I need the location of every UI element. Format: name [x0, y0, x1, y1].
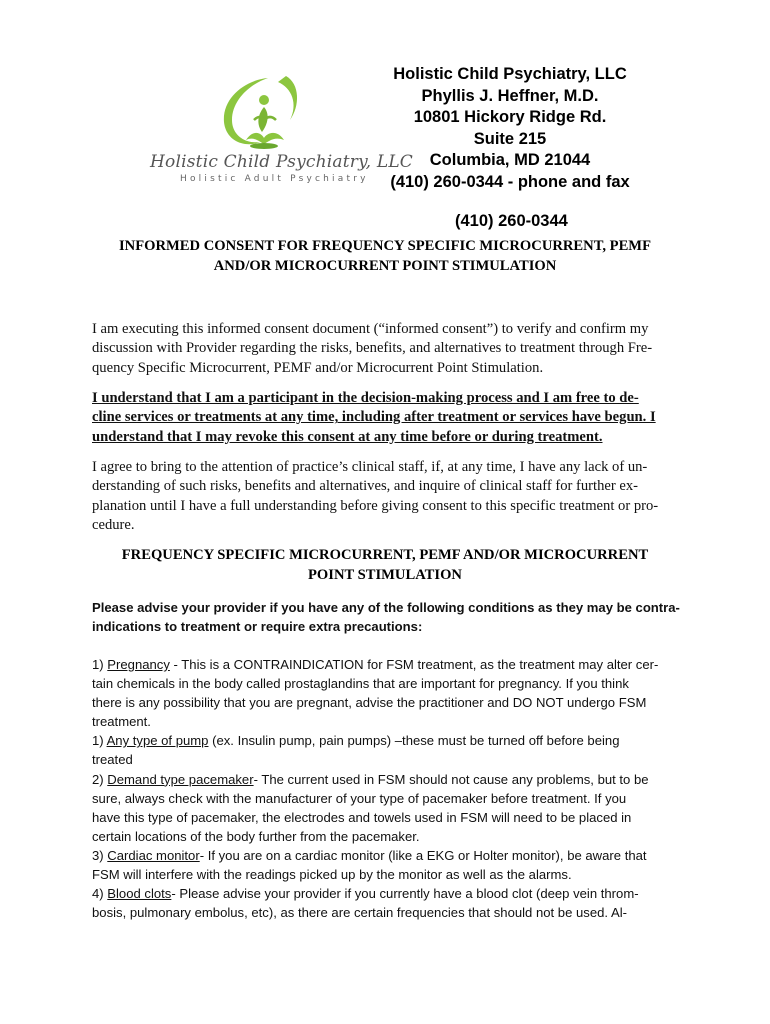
term-pregnancy: Pregnancy — [107, 657, 170, 672]
section-title-line-1: FREQUENCY SPECIFIC MICROCURRENT, PEMF AND/OR MICROCURRENT — [121, 547, 649, 563]
understanding-line-2: derstanding of such risks, benefits and alternatives, and inquire of clinical staff for further ex- — [92, 478, 639, 495]
understanding-line-3: planation until I have a full understanding before giving consent to this specific treatment or pro- — [92, 497, 659, 514]
consent-title-line-2: AND/OR MICROCURRENT POINT STIMULATION — [213, 258, 557, 274]
list-item: 3) Cardiac monitor- If you are on a cardiac monitor (like a EKG or Holter monitor), be aware that — [92, 847, 647, 863]
list-item-continuation: FSM will interfere with the readings picked up by the monitor as well as the alarms. — [92, 867, 572, 883]
participant-line-1: I understand that I am a participant in the decision-making process and I am free to de- — [92, 390, 639, 406]
consent-title-line-1: INFORMED CONSENT FOR FREQUENCY SPECIFIC MICROCURRENT, PEMF — [118, 238, 651, 254]
intro-paragraph — [92, 320, 692, 378]
header-line-suite: Suite 215 — [473, 129, 547, 148]
list-item-continuation: certain locations of the body further from the pacemaker. — [92, 828, 420, 844]
list-item: 2) Demand type pacemaker- The current used in FSM should not cause any problems, but to be — [92, 771, 649, 787]
understanding-line-1: I agree to bring to the attention of practice’s clinical staff, if, at any time, I have any lack of un- — [92, 459, 648, 475]
section-title-line-2: POINT STIMULATION — [308, 567, 462, 583]
header-line-practice: Holistic Child Psychiatry, LLC — [393, 65, 627, 83]
header-line-phone: (410) 260-0344 - phone and fax — [390, 172, 630, 191]
understanding-paragraph — [92, 458, 692, 536]
list-item: 1) Any type of pump (ex. Insulin pump, pain pumps) –these must be turned off before being — [92, 733, 620, 749]
advise-paragraph — [92, 598, 692, 636]
advise-line-1: Please advise your provider if you have any of the following conditions as they may be contra- — [92, 600, 680, 615]
term-cardiac-monitor: Cardiac monitor — [107, 847, 200, 863]
intro-line-2: discussion with Provider regarding the risks, benefits, and alternatives to treatment through Fre- — [92, 340, 653, 357]
clipped-phone-line — [455, 207, 575, 230]
list-item-continuation: have this type of pacemaker, the electrodes and towels used in FSM will need to be placed in — [92, 809, 632, 825]
logo-name: Holistic Child Psychiatry, LLC — [150, 152, 414, 172]
lotus-figure-icon — [150, 70, 370, 160]
list-item-continuation: treated — [92, 752, 133, 768]
section-title — [90, 545, 680, 585]
intro-line-3: quency Specific Microcurrent, PEMF and/or Microcurrent Point Stimulation. — [92, 359, 544, 376]
header-line-street: 10801 Hickory Ridge Rd. — [413, 108, 607, 126]
term-pacemaker: Demand type pacemaker — [107, 771, 254, 787]
list-item-continuation: bosis, pulmonary embolus, etc), as there are certain frequencies that should not be used. Al- — [92, 905, 627, 921]
consent-title — [90, 236, 680, 276]
participant-paragraph — [92, 389, 692, 447]
header-line-doctor: Phyllis J. Heffner, M.D. — [421, 86, 599, 105]
intro-line-1: I am executing this informed consent document (“informed consent”) to verify and confirm my — [92, 321, 649, 337]
participant-line-2: cline services or treatments at any time, including after treatment or services have begun. I — [92, 409, 656, 426]
logo-tagline: Holistic Adult Psychiatry — [180, 174, 369, 184]
contraindication-list — [92, 655, 692, 922]
practice-logo — [150, 70, 414, 190]
header-line-city: Columbia, MD 21044 — [429, 151, 591, 169]
practice-address-block — [370, 64, 650, 193]
list-item: 4) Blood clots- Please advise your provider if you currently have a blood clot (deep vein throm- — [92, 886, 639, 902]
term-pump: Any type of pump — [106, 733, 209, 749]
understanding-line-4: cedure. — [92, 517, 135, 534]
list-item-continuation: tain chemicals in the body called prostaglandins that are important for pregnancy. If you think — [92, 676, 629, 692]
list-item-continuation: there is any possibility that you are pregnant, advise the practitioner and DO NOT undergo FSM — [92, 695, 647, 711]
term-blood-clots: Blood clots — [107, 886, 172, 902]
participant-line-3: understand that I may revoke this consent at any time before or during treatment. — [92, 428, 603, 445]
list-item-continuation: sure, always check with the manufacturer of your type of pacemaker before treatment. If you — [92, 790, 627, 806]
clipped-phone-text: (410) 260-0344 — [455, 212, 568, 230]
list-item-continuation: treatment. — [92, 714, 151, 730]
list-item: 1) Pregnancy - This is a CONTRAINDICATION for FSM treatment, as the treatment may alter cer- — [92, 657, 659, 672]
advise-line-2: indications to treatment or require extra precautions: — [92, 619, 423, 635]
